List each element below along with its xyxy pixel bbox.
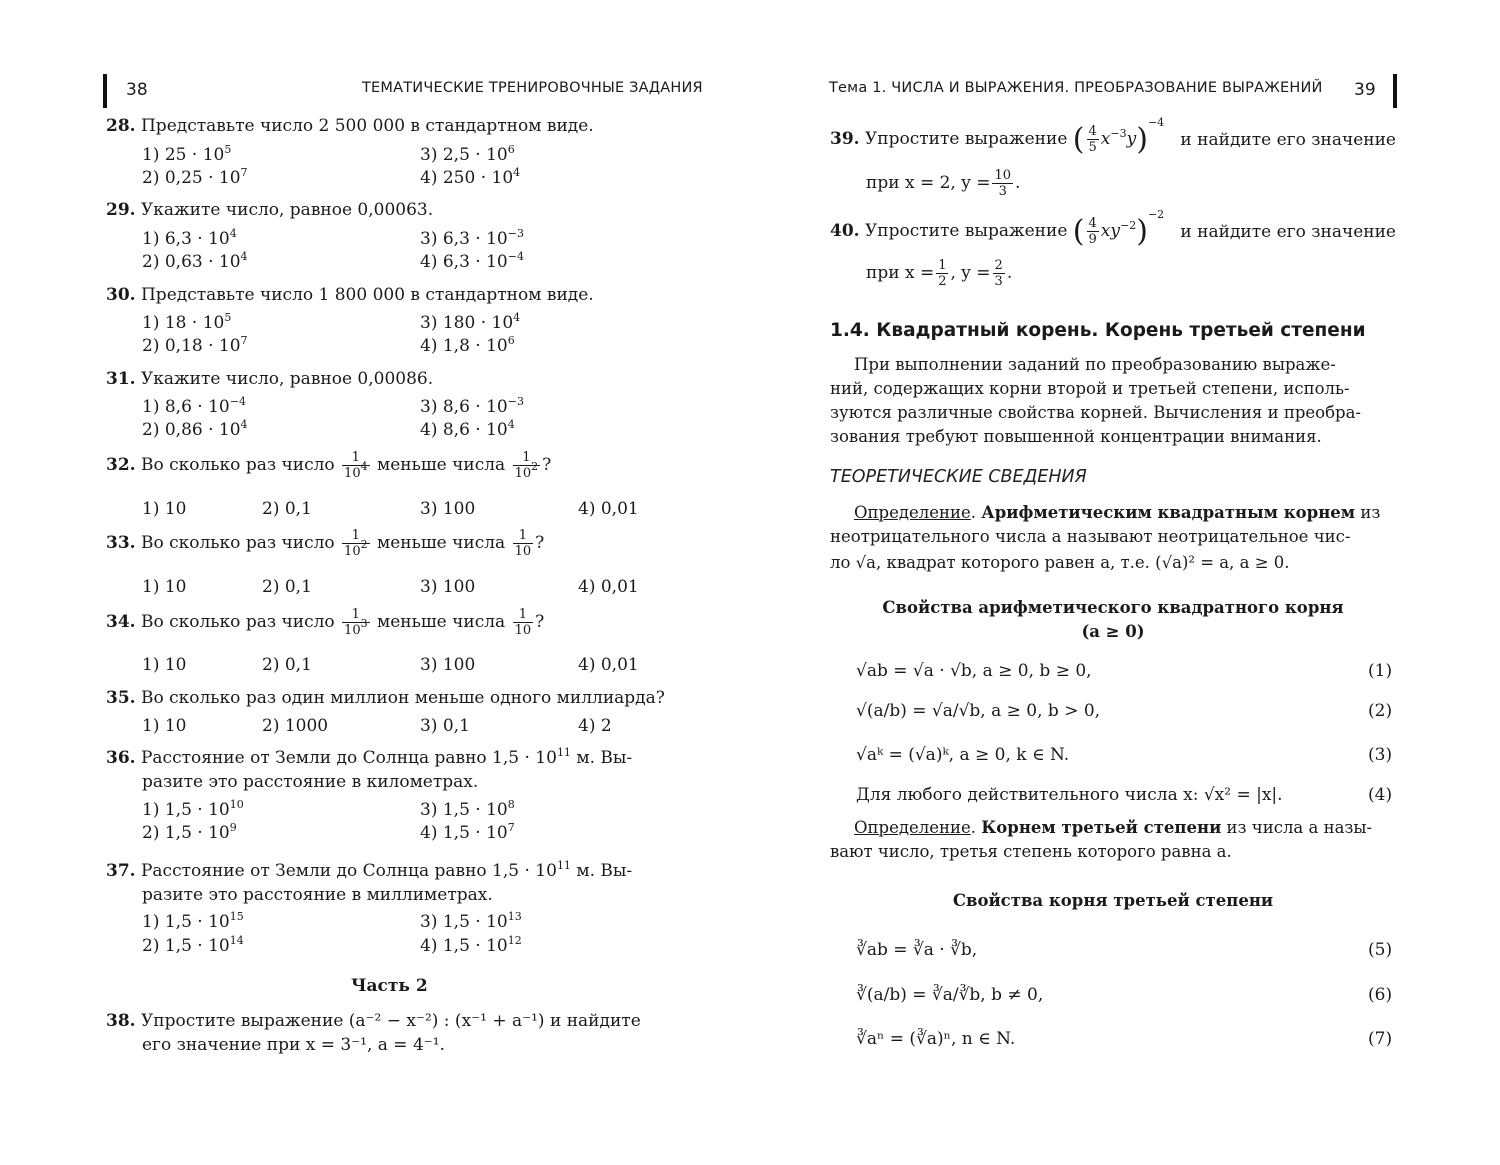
option: 4) $250 \cdot 10^4$ (420, 166, 521, 188)
equation-number: (3) (1368, 745, 1393, 765)
option: 2) 0,1 (262, 655, 312, 675)
option: 4) 0,01 (578, 499, 639, 519)
theory-heading: ТЕОРЕТИЧЕСКИЕ СВЕДЕНИЯ (830, 467, 1087, 487)
option: 1) 10 (142, 577, 187, 597)
option: 1) $6,3 \cdot 10^4$ (142, 227, 237, 249)
definition-1-line2: неотрицательного числа a называют неотрицательное чис- (830, 527, 1351, 546)
option: 2) $0,25 \cdot 10^7$ (142, 166, 248, 188)
equation-number: (7) (1368, 1029, 1393, 1049)
equation-number: (4) (1368, 785, 1393, 805)
option: 1) 10 (142, 716, 187, 736)
question-28: 28. Представьте число 2 500 000 в стандартном виде. (106, 116, 594, 136)
option: 2) $0,18 \cdot 10^7$ (142, 334, 248, 356)
option: 3) 0,1 (420, 716, 470, 736)
option: 4) $8,6 \cdot 10^4$ (420, 418, 515, 440)
option: 3) $1,5 \cdot 10^8$ (420, 798, 515, 820)
option: 1) $25 \cdot 10^5$ (142, 143, 232, 165)
option: 3) $2,5 \cdot 10^6$ (420, 143, 515, 165)
option: 4) 0,01 (578, 577, 639, 597)
option: 1) $8,6 \cdot 10^{-4}$ (142, 395, 246, 417)
question-38: 38. Упростите выражение (a⁻² − x⁻²) : (x⁻¹ + a⁻¹) и найдите (106, 1011, 641, 1031)
header-bar (103, 74, 107, 108)
definition-2-line2: вают число, третья степень которого равна a. (830, 842, 1232, 861)
definition-1: Определение. Арифметическим квадратным корнем из (854, 503, 1381, 522)
fraction: $\frac{1}{10}$ (514, 528, 532, 559)
formula-2: √(a/b) = √a/√b, a ≥ 0, b > 0, (856, 701, 1101, 721)
intro-line: При выполнении заданий по преобразованию выраже- (854, 355, 1336, 374)
option: 2) $1,5 \cdot 10^{14}$ (142, 934, 244, 956)
part-heading: Часть 2 (351, 976, 428, 996)
question-36-line2: разите это расстояние в километрах. (142, 772, 479, 792)
option: 2) 0,1 (262, 499, 312, 519)
option: 3) $8,6 \cdot 10^{-3}$ (420, 395, 524, 417)
formula-7: ∛aⁿ = (∛a)ⁿ, n ∈ N. (856, 1029, 1016, 1049)
definition-1-line3: ло √a, квадрат которого равен a, т.е. (√a)² = a, a ≥ 0. (830, 553, 1290, 572)
question-35: 35. Во сколько раз один миллион меньше одного миллиарда? (106, 688, 665, 708)
question-37: 37. Расстояние от Земли до Солнца равно $1,5 \cdot 10^{11}$ м. Вы- (106, 859, 633, 881)
option: 2) $0,86 \cdot 10^4$ (142, 418, 248, 440)
question-37-line2: разите это расстояние в миллиметрах. (142, 885, 493, 905)
option: 3) $6,3 \cdot 10^{-3}$ (420, 227, 524, 249)
option: 4) $1,8 \cdot 10^6$ (420, 334, 515, 356)
page-number: 38 (126, 80, 148, 100)
question-33: 33. Во сколько раз число $\frac{1}{10^2}$ меньше числа $\frac{1}{10}$ ? (106, 528, 545, 559)
intro-line: зуются различные свойства корней. Вычисления и преобра- (830, 403, 1361, 422)
question-39: 39. Упростите выражение ( $\frac{4}{5}$ $x^{-3}y)^{-4}$ и найдите его значение (830, 116, 1396, 157)
properties-condition: (a ≥ 0) (1081, 622, 1145, 641)
running-header: Тема 1. ЧИСЛА И ВЫРАЖЕНИЯ. ПРЕОБРАЗОВАНИЕ ВЫРАЖЕНИЙ (829, 80, 1323, 96)
question-29: 29. Укажите число, равное 0,00063. (106, 200, 434, 220)
question-34: 34. Во сколько раз число $\frac{1}{10^3}$ меньше числа $\frac{1}{10}$ ? (106, 607, 545, 638)
definition-2: Определение. Корнем третьей степени из числа a назы- (854, 818, 1373, 837)
option: 1) 10 (142, 655, 187, 675)
question-40-line2: при x = $\frac{1}{2}$ , y = $\frac{2}{3}$ . (866, 258, 1013, 289)
equation-number: (1) (1368, 661, 1393, 681)
formula-4: Для любого действительного числа x: √x² = |x|. (856, 785, 1283, 805)
fraction: $\frac{1}{10^4}$ (344, 450, 368, 481)
equation-number: (2) (1368, 701, 1393, 721)
option: 2) $0,63 \cdot 10^4$ (142, 250, 248, 272)
option: 3) $1,5 \cdot 10^{13}$ (420, 910, 522, 932)
option: 2) 1000 (262, 716, 329, 736)
option: 3) 100 (420, 655, 476, 675)
right-page (750, 0, 1500, 1165)
option: 3) $180 \cdot 10^4$ (420, 311, 521, 333)
question-31: 31. Укажите число, равное 0,00086. (106, 369, 434, 389)
properties-title: Свойства арифметического квадратного корня (882, 598, 1344, 617)
formula-5: ∛ab = ∛a · ∛b, (856, 940, 978, 960)
formula-3: √aᵏ = (√a)ᵏ, a ≥ 0, k ∈ N. (856, 745, 1070, 765)
section-title: 1.4. Квадратный корень. Корень третьей степени (830, 320, 1366, 341)
option: 4) $1,5 \cdot 10^7$ (420, 821, 515, 843)
properties-title: Свойства корня третьей степени (952, 891, 1274, 910)
option: 1) $1,5 \cdot 10^{15}$ (142, 910, 244, 932)
option: 1) 10 (142, 499, 187, 519)
question-39-line2: при x = 2, y = $\frac{10}{3}$ . (866, 168, 1021, 199)
option: 4) 2 (578, 716, 612, 736)
option: 2) $1,5 \cdot 10^9$ (142, 821, 237, 843)
intro-line: зования требуют повышенной концентрации внимания. (830, 427, 1322, 446)
option: 3) 100 (420, 499, 476, 519)
formula-6: ∛(a/b) = ∛a/∛b, b ≠ 0, (856, 985, 1044, 1005)
question-36: 36. Расстояние от Земли до Солнца равно $1,5 \cdot 10^{11}$ м. Вы- (106, 746, 633, 768)
option: 4) $6,3 \cdot 10^{-4}$ (420, 250, 524, 272)
page-number: 39 (1354, 80, 1376, 100)
option: 4) $1,5 \cdot 10^{12}$ (420, 934, 522, 956)
running-header: ТЕМАТИЧЕСКИЕ ТРЕНИРОВОЧНЫЕ ЗАДАНИЯ (362, 80, 703, 96)
question-38-line2: его значение при x = 3⁻¹, a = 4⁻¹. (142, 1035, 445, 1055)
option: 1) $1,5 \cdot 10^{10}$ (142, 798, 244, 820)
header-bar (1393, 74, 1397, 108)
intro-line: ний, содержащих корни второй и третьей степени, исполь- (830, 379, 1350, 398)
fraction: $\frac{1}{10}$ (514, 607, 532, 638)
formula-1: √ab = √a · √b, a ≥ 0, b ≥ 0, (856, 661, 1092, 681)
option: 1) $18 \cdot 10^5$ (142, 311, 232, 333)
option: 3) 100 (420, 577, 476, 597)
question-40: 40. Упростите выражение ( $\frac{4}{9}$ $xy^{-2})^{-2}$ и найдите его значение (830, 208, 1396, 249)
fraction: $\frac{1}{10^2}$ (514, 450, 539, 481)
equation-number: (6) (1368, 985, 1393, 1005)
question-30: 30. Представьте число 1 800 000 в стандартном виде. (106, 285, 594, 305)
question-32: 32. Во сколько раз число $\frac{1}{10^4}$ меньше числа $\frac{1}{10^2}$ ? (106, 450, 552, 481)
equation-number: (5) (1368, 940, 1393, 960)
option: 2) 0,1 (262, 577, 312, 597)
fraction: $\frac{1}{10^3}$ (344, 607, 368, 638)
fraction: $\frac{1}{10^2}$ (344, 528, 368, 559)
option: 4) 0,01 (578, 655, 639, 675)
